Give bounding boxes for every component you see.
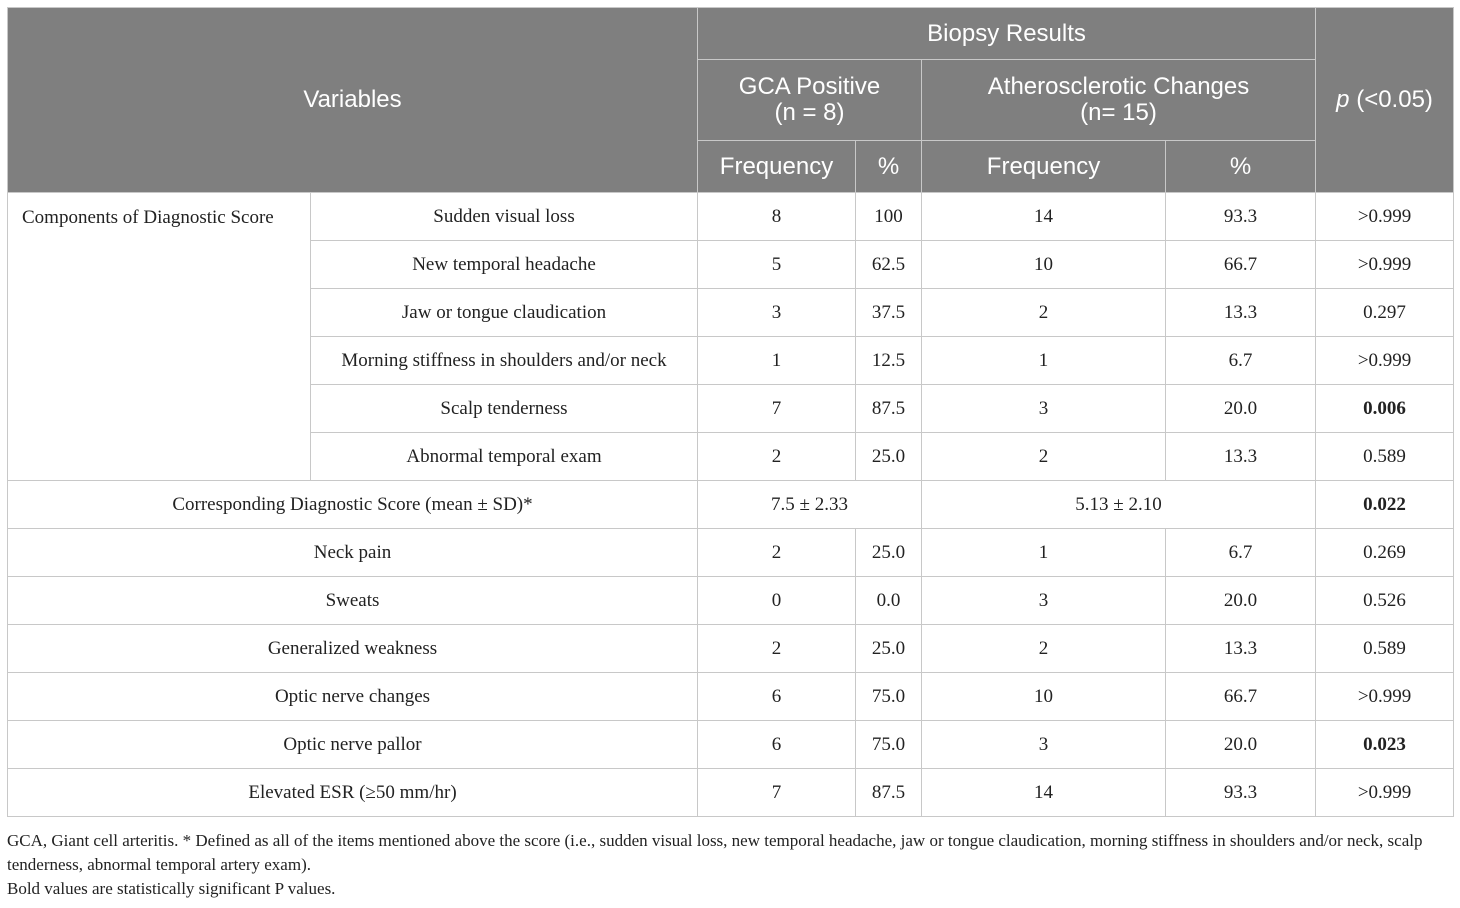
- ath-frequency: 2: [922, 433, 1166, 481]
- p-value: 0.269: [1316, 529, 1454, 577]
- header-p-value: [1316, 8, 1454, 193]
- header-gca-percent: %: [856, 141, 922, 193]
- row-label: Sweats: [8, 577, 698, 625]
- p-value: 0.297: [1316, 289, 1454, 337]
- gca-percent: 12.5: [856, 337, 922, 385]
- ath-percent: 20.0: [1166, 577, 1316, 625]
- gca-frequency: 8: [698, 193, 856, 241]
- table-row: [8, 529, 1454, 577]
- gca-frequency: 6: [698, 673, 856, 721]
- gca-title: GCA Positive: [738, 73, 881, 100]
- ath-percent: 6.7: [1166, 529, 1316, 577]
- ath-frequency: 10: [922, 673, 1166, 721]
- gca-percent: 62.5: [856, 241, 922, 289]
- footnote-abbreviations: GCA, Giant cell arteritis. * Defined as all of the items mentioned above the score (i.e., sudden visual loss, new temporal headache, jaw or tongue claudication, morning stiffness in shoulders and/or neck, scalp tenderness, abnormal temporal artery exam).: [7, 831, 1423, 874]
- row-label: Optic nerve pallor: [8, 721, 698, 769]
- ath-frequency: 14: [922, 769, 1166, 817]
- table-row: [8, 193, 1454, 241]
- gca-frequency: 5: [698, 241, 856, 289]
- row-label: Jaw or tongue claudication: [311, 289, 698, 337]
- p-value: >0.999: [1316, 193, 1454, 241]
- ath-frequency: 3: [922, 577, 1166, 625]
- ath-frequency: 1: [922, 529, 1166, 577]
- p-value-significant: 0.022: [1316, 481, 1454, 529]
- results-table: [7, 7, 1454, 817]
- ath-percent: 13.3: [1166, 433, 1316, 481]
- ath-frequency: 14: [922, 193, 1166, 241]
- gca-percent: 0.0: [856, 577, 922, 625]
- header-gca-frequency: Frequency: [698, 141, 856, 193]
- score-label: Corresponding Diagnostic Score (mean ± SD)*: [8, 481, 698, 529]
- header-gca-positive: [698, 60, 922, 141]
- gca-percent: 25.0: [856, 529, 922, 577]
- row-label: Neck pain: [8, 529, 698, 577]
- footnote-bold-note: Bold values are statistically significant P values.: [7, 879, 336, 898]
- ath-frequency: 2: [922, 289, 1166, 337]
- gca-percent: 87.5: [856, 385, 922, 433]
- row-label: Elevated ESR (≥50 mm/hr): [8, 769, 698, 817]
- gca-n: (n = 8): [774, 99, 845, 126]
- gca-percent: 75.0: [856, 673, 922, 721]
- table-body: [8, 193, 1454, 817]
- ath-frequency: 10: [922, 241, 1166, 289]
- gca-percent: 37.5: [856, 289, 922, 337]
- gca-frequency: 3: [698, 289, 856, 337]
- gca-percent: 100: [856, 193, 922, 241]
- p-symbol: p: [1336, 86, 1350, 113]
- header-ath-frequency: Frequency: [922, 141, 1166, 193]
- header-variables: Variables: [8, 8, 698, 193]
- ath-frequency: 1: [922, 337, 1166, 385]
- p-value: >0.999: [1316, 673, 1454, 721]
- gca-frequency: 7: [698, 769, 856, 817]
- gca-frequency: 1: [698, 337, 856, 385]
- header-atherosclerotic: [922, 60, 1316, 141]
- gca-frequency: 2: [698, 433, 856, 481]
- ath-percent: 20.0: [1166, 385, 1316, 433]
- table-row: [8, 721, 1454, 769]
- table-row: [8, 673, 1454, 721]
- p-value-significant: 0.023: [1316, 721, 1454, 769]
- score-row: [8, 481, 1454, 529]
- p-value: 0.526: [1316, 577, 1454, 625]
- table-footnote: [7, 829, 1457, 901]
- ath-percent: 6.7: [1166, 337, 1316, 385]
- ath-percent: 13.3: [1166, 289, 1316, 337]
- gca-percent: 87.5: [856, 769, 922, 817]
- p-value-significant: 0.006: [1316, 385, 1454, 433]
- table-header: [8, 8, 1454, 193]
- table-row: [8, 577, 1454, 625]
- ath-frequency: 2: [922, 625, 1166, 673]
- row-label: Generalized weakness: [8, 625, 698, 673]
- gca-score: 7.5 ± 2.33: [698, 481, 922, 529]
- row-label: New temporal headache: [311, 241, 698, 289]
- p-value: >0.999: [1316, 769, 1454, 817]
- ath-frequency: 3: [922, 721, 1166, 769]
- table-row: [8, 769, 1454, 817]
- p-value: >0.999: [1316, 337, 1454, 385]
- gca-frequency: 2: [698, 529, 856, 577]
- gca-frequency: 6: [698, 721, 856, 769]
- p-threshold: (<0.05): [1349, 86, 1433, 113]
- ath-frequency: 3: [922, 385, 1166, 433]
- row-label: Sudden visual loss: [311, 193, 698, 241]
- ath-percent: 20.0: [1166, 721, 1316, 769]
- ath-percent: 13.3: [1166, 625, 1316, 673]
- row-label: Optic nerve changes: [8, 673, 698, 721]
- row-label: Abnormal temporal exam: [311, 433, 698, 481]
- ath-n: (n= 15): [1080, 99, 1157, 126]
- row-label: Scalp tenderness: [311, 385, 698, 433]
- table-row: [8, 625, 1454, 673]
- gca-percent: 25.0: [856, 433, 922, 481]
- gca-frequency: 2: [698, 625, 856, 673]
- ath-percent: 66.7: [1166, 673, 1316, 721]
- ath-title: Atherosclerotic Changes: [987, 73, 1250, 100]
- gca-frequency: 7: [698, 385, 856, 433]
- group-label-components: Components of Diagnostic Score: [8, 193, 311, 481]
- ath-score: 5.13 ± 2.10: [922, 481, 1316, 529]
- ath-percent: 93.3: [1166, 193, 1316, 241]
- gca-frequency: 0: [698, 577, 856, 625]
- row-label: Morning stiffness in shoulders and/or neck: [311, 337, 698, 385]
- header-biopsy-results: Biopsy Results: [698, 8, 1316, 60]
- p-value: 0.589: [1316, 433, 1454, 481]
- p-value: >0.999: [1316, 241, 1454, 289]
- header-ath-percent: %: [1166, 141, 1316, 193]
- p-value: 0.589: [1316, 625, 1454, 673]
- ath-percent: 66.7: [1166, 241, 1316, 289]
- gca-percent: 75.0: [856, 721, 922, 769]
- gca-percent: 25.0: [856, 625, 922, 673]
- ath-percent: 93.3: [1166, 769, 1316, 817]
